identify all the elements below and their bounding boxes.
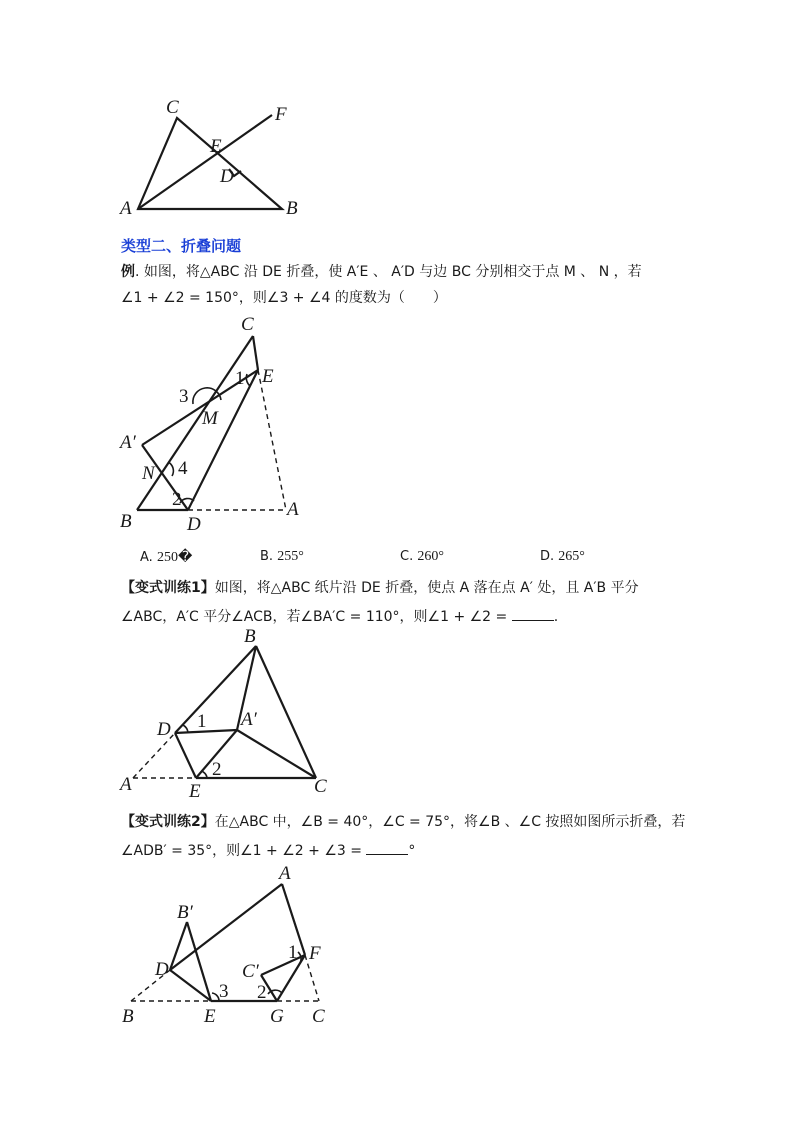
label-angle-1: 1 (235, 368, 245, 389)
choice-c-letter: C. (400, 549, 414, 564)
label-angle-4: 4 (178, 458, 188, 479)
variant-2-text-2-end: ° (408, 843, 416, 859)
label-a: A (120, 198, 132, 219)
label-e: E (262, 366, 274, 387)
variant-1-tag: 【变式训练1】 (121, 580, 215, 596)
label-g: G (270, 1006, 284, 1027)
choice-d-value: 265° (558, 549, 585, 564)
label-m: M (202, 408, 218, 429)
label-b-prime: B′ (177, 902, 193, 923)
example-text-1: . 如图，将△ABC 沿 DE 折叠，使 A′E 、 A′D 与边 BC 分别相交于点 M 、 N ，若 (135, 264, 642, 280)
label-b: B (122, 1006, 134, 1027)
example-line-2: ∠1 + ∠2 = 150°，则∠3 + ∠4 的度数为（ ） (121, 290, 447, 306)
label-angle-1: 1 (288, 942, 298, 963)
choice-a-letter: A. (140, 550, 153, 565)
choice-b-letter: B. (260, 549, 274, 564)
choice-d-letter: D. (540, 549, 555, 564)
label-angle-2: 2 (212, 759, 222, 780)
variant-1-text-1: 如图，将△ABC 纸片沿 DE 折叠，使点 A 落在点 A′ 处，且 A′B 平分 (214, 580, 639, 596)
label-angle-2: 2 (257, 982, 267, 1003)
label-b: B (244, 626, 256, 647)
label-f: F (309, 943, 321, 964)
choice-b-value: 255° (277, 549, 304, 564)
label-d: D (187, 514, 201, 535)
label-angle-3: 3 (179, 386, 189, 407)
label-e: E (189, 781, 201, 802)
label-c: C (312, 1006, 325, 1027)
variant-1-text-2: ∠ABC，A′C 平分∠ACB，若∠BA′C = 110°，则∠1 + ∠2 = (121, 609, 508, 625)
label-a: A (279, 863, 291, 884)
label-a: A (287, 499, 299, 520)
variant-2-text-2: ∠ADB′ = 35°，则∠1 + ∠2 + ∠3 = (121, 843, 362, 859)
label-d: D (220, 166, 234, 187)
label-b: B (120, 511, 132, 532)
label-a-prime: A′ (241, 709, 257, 730)
choice-c-value: 260° (417, 549, 444, 564)
label-d: D (157, 719, 171, 740)
label-e: E (204, 1006, 216, 1027)
label-c: C (314, 776, 327, 797)
section-heading: 类型二、折叠问题 (121, 237, 242, 255)
choice-a-value: 250� (156, 550, 193, 565)
label-c: C (166, 97, 179, 118)
variant-2-tag: 【变式训练2】 (121, 814, 215, 830)
label-c: C (241, 314, 254, 335)
label-a: A (120, 774, 132, 795)
label-a-prime: A′ (120, 432, 136, 453)
label-f: F (275, 104, 287, 125)
label-n: N (142, 463, 155, 484)
label-d: D (155, 959, 169, 980)
variant-2-text-1: 在△ABC 中，∠B = 40°，∠C = 75°，将∠B 、∠C 按照如图所示折叠，若 (214, 814, 686, 830)
label-angle-2: 2 (172, 489, 182, 510)
label-angle-1: 1 (197, 711, 207, 732)
label-angle-3: 3 (219, 981, 229, 1002)
label-b: B (286, 198, 298, 219)
variant-1-text-2-end: . (553, 609, 559, 625)
label-e: E (210, 136, 222, 157)
example-label: 例 (121, 264, 135, 280)
label-c-prime: C′ (242, 961, 259, 982)
